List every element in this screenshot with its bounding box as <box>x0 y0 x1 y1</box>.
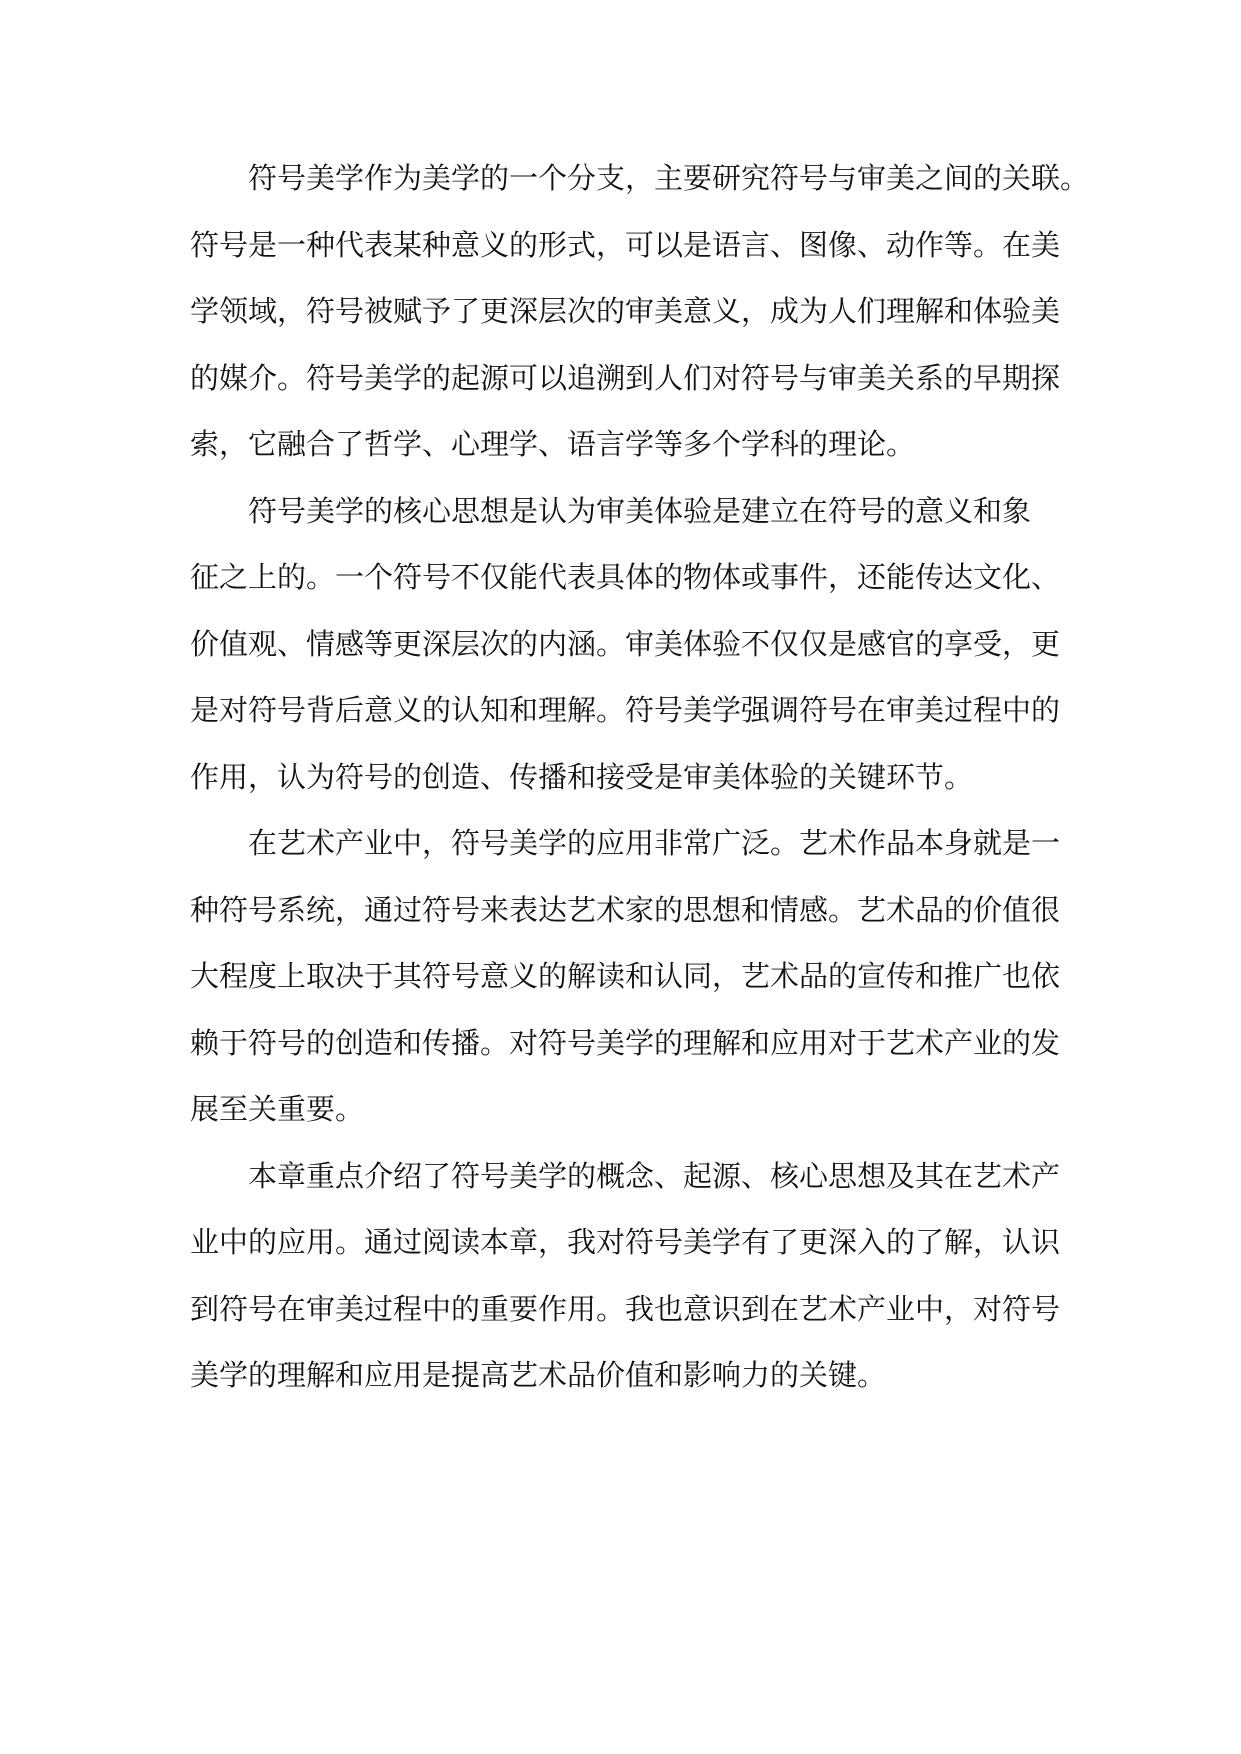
paragraph-4 <box>190 1143 1070 1409</box>
body-text <box>190 145 1090 1409</box>
text-line: 符号美学作为美学的一个分支，主要研究符号与审美之间的关联。 <box>248 161 1090 195</box>
text-line: 是对符号背后意义的认知和理解。符号美学强调符号在审美过程中的 <box>190 693 1061 727</box>
text-line: 种符号系统，通过符号来表达艺术家的思想和情感。艺术品的价值很 <box>190 892 1061 927</box>
text-line: 展至关重要。 <box>190 1092 365 1126</box>
text-line: 本章重点介绍了符号美学的概念、起源、核心思想及其在艺术产 <box>248 1158 1061 1193</box>
text-line: 学领域，符号被赋予了更深层次的审美意义，成为人们理解和体验美 <box>190 294 1061 328</box>
text-line: 价值观、情感等更深层次的内涵。审美体验不仅仅是感官的享受，更 <box>190 626 1061 661</box>
text-line: 符号是一种代表某种意义的形式，可以是语言、图像、动作等。在美 <box>190 227 1061 262</box>
text-line: 作用，认为符号的创造、传播和接受是审美体验的关键环节。 <box>190 759 974 794</box>
text-line: 到符号在审美过程中的重要作用。我也意识到在艺术产业中，对符号 <box>190 1291 1061 1326</box>
paragraph-3 <box>190 810 1070 1143</box>
text-line: 美学的理解和应用是提高艺术品价值和影响力的关键。 <box>190 1358 887 1392</box>
text-line: 赖于符号的创造和传播。对符号美学的理解和应用对于艺术产业的发 <box>190 1025 1061 1060</box>
text-line: 征之上的。一个符号不仅能代表具体的物体或事件，还能传达文化、 <box>190 560 1061 594</box>
text-line: 大程度上取决于其符号意义的解读和认同，艺术品的宣传和推广也依 <box>190 959 1061 993</box>
text-line: 的媒介。符号美学的起源可以追溯到人们对符号与审美关系的早期探 <box>190 360 1061 395</box>
text-line: 索，它融合了哲学、心理学、语言学等多个学科的理论。 <box>190 427 916 461</box>
paragraph-2 <box>190 478 1070 811</box>
paragraph-1 <box>190 145 1090 478</box>
text-line: 业中的应用。通过阅读本章，我对符号美学有了更深入的了解，认识 <box>190 1225 1061 1259</box>
text-line: 在艺术产业中，符号美学的应用非常广泛。艺术作品本身就是一 <box>248 826 1061 860</box>
text-line: 符号美学的核心思想是认为审美体验是建立在符号的意义和象 <box>248 493 1032 528</box>
